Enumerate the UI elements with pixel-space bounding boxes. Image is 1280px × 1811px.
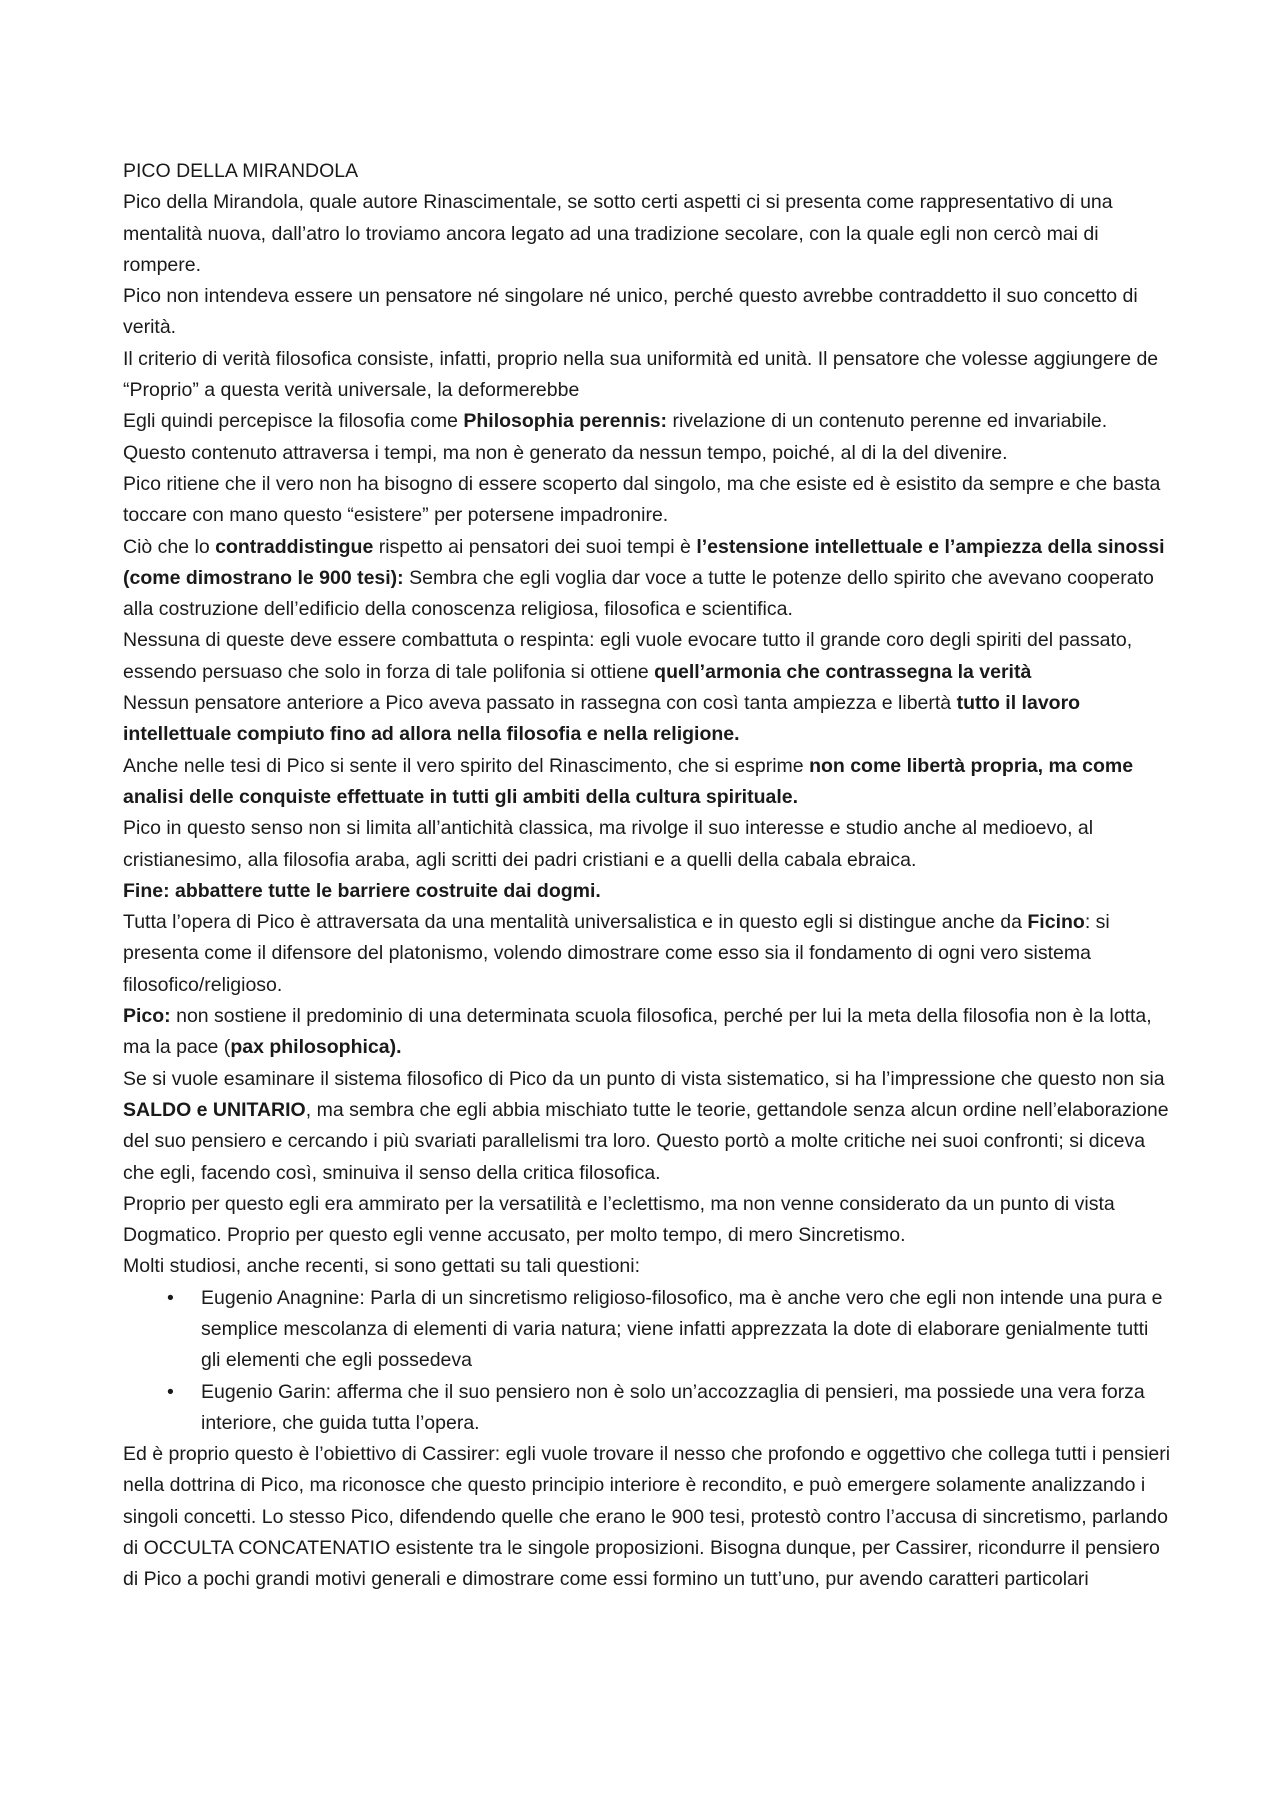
paragraph: Pico non intendeva essere un pensatore né singolare né unico, perché questo avrebbe contraddetto il suo concetto di verità. [123,285,1138,339]
text-run: Nessuna di queste deve essere combattuta o respinta: egli vuole evocare tutto il grande coro degli spiriti del passato, essendo persuaso che solo in forza di tale polifonia si ottiene [123,629,1133,683]
paragraph: Molti studiosi, anche recenti, si sono gettati su tali questioni: [123,1255,641,1278]
paragraph [123,907,1171,1001]
text-run: Anche nelle tesi di Pico si sente il vero spirito del Rinascimento, che si esprime [123,754,810,777]
bullet-list [123,1283,1171,1439]
bold-statement: Fine: abbattere tutte le barriere costruite dai dogmi. [123,879,601,902]
list-item: • Eugenio Anagnine: Parla di un sincretismo religioso-filosofico, ma è anche vero che egli non intende una pura e semplice mescolanza di elementi di varia natura; viene infatti apprezzata la dote di elaborare genialmente tutti gli elementi che egli possedeva [201,1283,1171,1377]
paragraph: Ed è proprio questo è l’obiettivo di Cassirer: egli vuole trovare il nesso che profondo e oggettivo che collega tutti i pensieri nella dottrina di Pico, ma riconosce che questo principio interiore è recondito, e può emergere solamente analizzando i singoli concetti. Lo stesso Pico, difendendo quelle che erano le 900 tesi, protestò contro l’accusa di sincretismo, parlando di OCCULTA CONCATENATIO esistente tra le singole proposizioni. Bisogna dunque, per Cassirer, ricondurre il pensiero di Pico a pochi grandi motivi generali e dimostrare come essi formino un tutt’uno, pur avendo caratteri particolari [123,1443,1171,1591]
bold-term: Pico: [123,1005,171,1028]
paragraph [123,1001,1171,1064]
text-run: Se si vuole esaminare il sistema filosofico di Pico da un punto di vista sistematico, si ha l’impressione che questo non sia [123,1067,1165,1090]
text-run: Tutta l’opera di Pico è attraversata da una mentalità universalistica e in questo egli si distingue anche da [123,911,1028,934]
paragraph: Il criterio di verità filosofica consiste, infatti, proprio nella sua uniformità ed unità. Il pensatore che volesse aggiungere de “Proprio” a questa verità universale, la deformerebbe [123,347,1159,402]
paragraph [123,688,1171,751]
text-run: Ciò che lo [123,535,216,558]
document-page [123,156,1171,1596]
text-run: rivelazione di un contenuto perenne ed invariabile. Questo contenuto attraversa i tempi, ma non è generato da nessun tempo, poiché, al di la del divenire. [123,410,1108,464]
bold-term: pax philosophica). [230,1036,402,1059]
document-title: PICO DELLA MIRANDOLA [123,160,359,182]
bold-term: non come libertà propria, ma come analisi delle conquiste effettuate in tutti gli ambiti della cultura spirituale. [123,754,1134,808]
text-run: rispetto ai pensatori dei suoi tempi è [373,535,697,558]
paragraph [123,876,1171,907]
bold-term: SALDO e UNITARIO [123,1098,306,1121]
text-run: Nessun pensatore anteriore a Pico aveva passato in rassegna con così tanta ampiezza e libertà [123,692,957,715]
paragraph [123,406,1171,469]
bold-term: Philosophia perennis: [463,410,668,433]
text-run: non sostiene il predominio di una determinata scuola filosofica, perché per lui la meta della filosofia non è la lotta, ma la pace ( [123,1005,1152,1059]
paragraph [123,751,1171,814]
bold-term: l’estensione intellettuale e l’ampiezza della sinossi (come dimostrano le 900 tesi): [123,535,1165,589]
list-item: • Eugenio Garin: afferma che il suo pensiero non è solo un’accozzaglia di pensieri, ma possiede una vera forza interiore, che guida tutta l’opera. [201,1377,1171,1440]
bold-term: contraddistingue [215,535,374,558]
text-run: Sembra che egli voglia dar voce a tutte le potenze dello spirito che avevano cooperato alla costruzione dell’edificio della conoscenza religiosa, filosofica e scientifica. [123,566,1154,621]
paragraph [123,532,1171,626]
paragraph [123,625,1171,688]
bold-term: Ficino [1027,911,1085,934]
text-run: , ma sembra che egli abbia mischiato tutte le teorie, gettandole senza alcun ordine nell’elaborazione del suo pensiero e cercando i più svariati parallelismi tra loro. Questo portò a molte critiche nei suoi confronti; si diceva che egli, facendo così, sminuiva il senso della critica filosofica. [123,1098,1169,1184]
paragraph: Pico in questo senso non si limita all’antichità classica, ma rivolge il suo interesse e studio anche al medioevo, al cristianesimo, alla filosofia araba, agli scritti dei padri cristiani e a quelli della cabala ebraica. [123,817,1094,871]
paragraph: Proprio per questo egli era ammirato per la versatilità e l’eclettismo, ma non venne considerato da un punto di vista Dogmatico. Proprio per questo egli venne accusato, per molto tempo, di mero Sincretismo. [123,1192,1115,1247]
paragraph [123,1064,1171,1189]
text-run: Egli quindi percepisce la filosofia come [123,410,464,433]
paragraph: Pico della Mirandola, quale autore Rinascimentale, se sotto certi aspetti ci si presenta come rappresentativo di una mentalità nuova, dall’atro lo troviamo ancora legato ad una tradizione secolare, con la quale egli non cercò mai di rompere. [123,191,1113,276]
paragraph: Pico ritiene che il vero non ha bisogno di essere scoperto dal singolo, ma che esiste ed è esistito da sempre e che basta toccare con mano questo “esistere” per potersene impadronire. [123,472,1161,527]
bold-term: tutto il lavoro intellettuale compiuto fino ad allora nella filosofia e nella religione. [123,692,1081,746]
bold-term: quell’armonia che contrassegna la verità [654,660,1032,683]
text-run: : si presenta come il difensore del platonismo, volendo dimostrare come esso sia il fondamento di ogni vero sistema filosofico/religioso. [123,911,1110,996]
